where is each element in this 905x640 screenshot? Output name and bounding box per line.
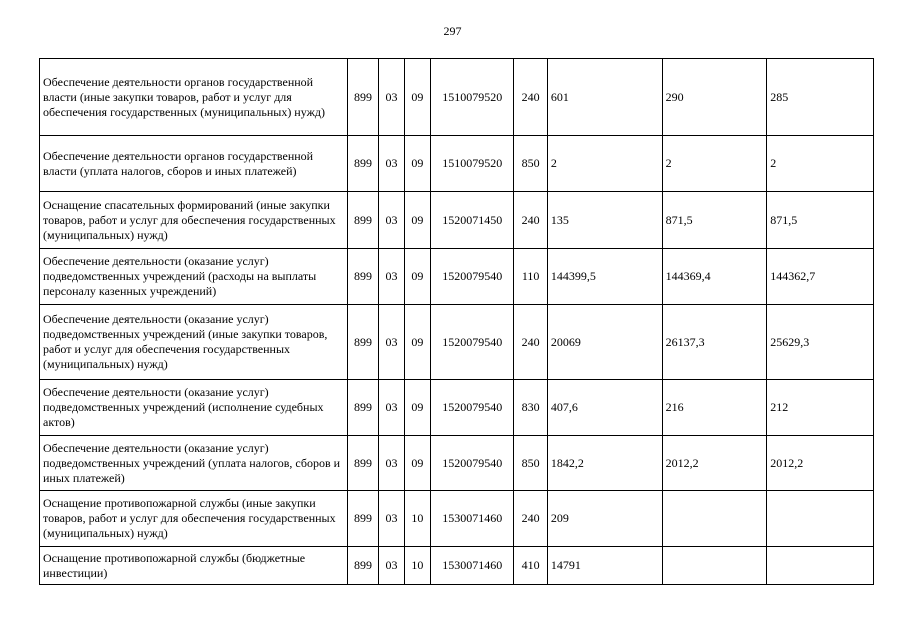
table-row — [40, 136, 874, 192]
amount-year-1: 601 — [547, 59, 662, 136]
subsection-code: 09 — [404, 192, 430, 249]
section-code: 03 — [379, 380, 404, 436]
amount-year-1: 14791 — [547, 547, 662, 585]
amount-year-1: 20069 — [547, 305, 662, 380]
expense-type-code: 240 — [514, 491, 548, 547]
table-row — [40, 380, 874, 436]
target-article-code: 1530071460 — [431, 491, 514, 547]
ministry-code: 899 — [347, 192, 378, 249]
target-article-code: 1520079540 — [431, 380, 514, 436]
expense-type-code: 240 — [514, 305, 548, 380]
target-article-code: 1520071450 — [431, 192, 514, 249]
amount-year-2: 871,5 — [662, 192, 767, 249]
subsection-code: 09 — [404, 305, 430, 380]
amount-year-3: 144362,7 — [767, 249, 874, 305]
amount-year-3: 285 — [767, 59, 874, 136]
expense-name: Обеспечение деятельности органов государственной власти (уплата налогов, сборов и иных платежей) — [40, 136, 348, 192]
section-code: 03 — [379, 491, 404, 547]
section-code: 03 — [379, 136, 404, 192]
target-article-code: 1530071460 — [431, 547, 514, 585]
expense-name: Обеспечение деятельности (оказание услуг) подведомственных учреждений (исполнение судебных актов) — [40, 380, 348, 436]
expense-name: Обеспечение деятельности (оказание услуг) подведомственных учреждений (иные закупки товаров, работ и услуг для обеспечения государственных (муниципальных) нужд) — [40, 305, 348, 380]
ministry-code: 899 — [347, 305, 378, 380]
expense-name: Оснащение противопожарной службы (иные закупки товаров, работ и услуг для обеспечения государственных (муниципальных) нужд) — [40, 491, 348, 547]
amount-year-1: 407,6 — [547, 380, 662, 436]
section-code: 03 — [379, 547, 404, 585]
expense-type-code: 850 — [514, 136, 548, 192]
subsection-code: 09 — [404, 380, 430, 436]
ministry-code: 899 — [347, 59, 378, 136]
amount-year-2: 26137,3 — [662, 305, 767, 380]
expense-type-code: 410 — [514, 547, 548, 585]
ministry-code: 899 — [347, 491, 378, 547]
budget-table — [39, 58, 874, 585]
section-code: 03 — [379, 436, 404, 491]
ministry-code: 899 — [347, 136, 378, 192]
table-row — [40, 547, 874, 585]
subsection-code: 09 — [404, 136, 430, 192]
expense-name: Обеспечение деятельности органов государственной власти (иные закупки товаров, работ и услуг для обеспечения государственных (муниципальных) нужд) — [40, 59, 348, 136]
table-row — [40, 192, 874, 249]
subsection-code: 09 — [404, 59, 430, 136]
amount-year-1: 2 — [547, 136, 662, 192]
ministry-code: 899 — [347, 380, 378, 436]
amount-year-1: 144399,5 — [547, 249, 662, 305]
amount-year-3 — [767, 547, 874, 585]
table-row — [40, 305, 874, 380]
section-code: 03 — [379, 249, 404, 305]
expense-name: Обеспечение деятельности (оказание услуг) подведомственных учреждений (уплата налогов, сборов и иных платежей) — [40, 436, 348, 491]
amount-year-2 — [662, 491, 767, 547]
section-code: 03 — [379, 59, 404, 136]
amount-year-2 — [662, 547, 767, 585]
subsection-code: 09 — [404, 436, 430, 491]
section-code: 03 — [379, 305, 404, 380]
table-row — [40, 436, 874, 491]
amount-year-3 — [767, 491, 874, 547]
amount-year-2: 2 — [662, 136, 767, 192]
target-article-code: 1510079520 — [431, 136, 514, 192]
amount-year-2: 290 — [662, 59, 767, 136]
amount-year-3: 25629,3 — [767, 305, 874, 380]
expense-name: Обеспечение деятельности (оказание услуг) подведомственных учреждений (расходы на выплаты персоналу казенных учреждений) — [40, 249, 348, 305]
section-code: 03 — [379, 192, 404, 249]
ministry-code: 899 — [347, 249, 378, 305]
amount-year-3: 871,5 — [767, 192, 874, 249]
page-number: 297 — [443, 24, 462, 38]
expense-type-code: 830 — [514, 380, 548, 436]
ministry-code: 899 — [347, 547, 378, 585]
subsection-code: 10 — [404, 491, 430, 547]
amount-year-3: 2 — [767, 136, 874, 192]
expense-name: Оснащение спасательных формирований (иные закупки товаров, работ и услуг для обеспечения государственных (муниципальных) нужд) — [40, 192, 348, 249]
target-article-code: 1520079540 — [431, 305, 514, 380]
expense-type-code: 110 — [514, 249, 548, 305]
amount-year-2: 144369,4 — [662, 249, 767, 305]
expense-name: Оснащение противопожарной службы (бюджетные инвестиции) — [40, 547, 348, 585]
subsection-code: 10 — [404, 547, 430, 585]
amount-year-2: 2012,2 — [662, 436, 767, 491]
amount-year-1: 209 — [547, 491, 662, 547]
table-row — [40, 491, 874, 547]
subsection-code: 09 — [404, 249, 430, 305]
amount-year-2: 216 — [662, 380, 767, 436]
amount-year-1: 1842,2 — [547, 436, 662, 491]
target-article-code: 1520079540 — [431, 249, 514, 305]
amount-year-3: 212 — [767, 380, 874, 436]
expense-type-code: 240 — [514, 192, 548, 249]
table-row — [40, 59, 874, 136]
amount-year-3: 2012,2 — [767, 436, 874, 491]
target-article-code: 1510079520 — [431, 59, 514, 136]
table-row — [40, 249, 874, 305]
expense-type-code: 240 — [514, 59, 548, 136]
expense-type-code: 850 — [514, 436, 548, 491]
target-article-code: 1520079540 — [431, 436, 514, 491]
ministry-code: 899 — [347, 436, 378, 491]
amount-year-1: 135 — [547, 192, 662, 249]
